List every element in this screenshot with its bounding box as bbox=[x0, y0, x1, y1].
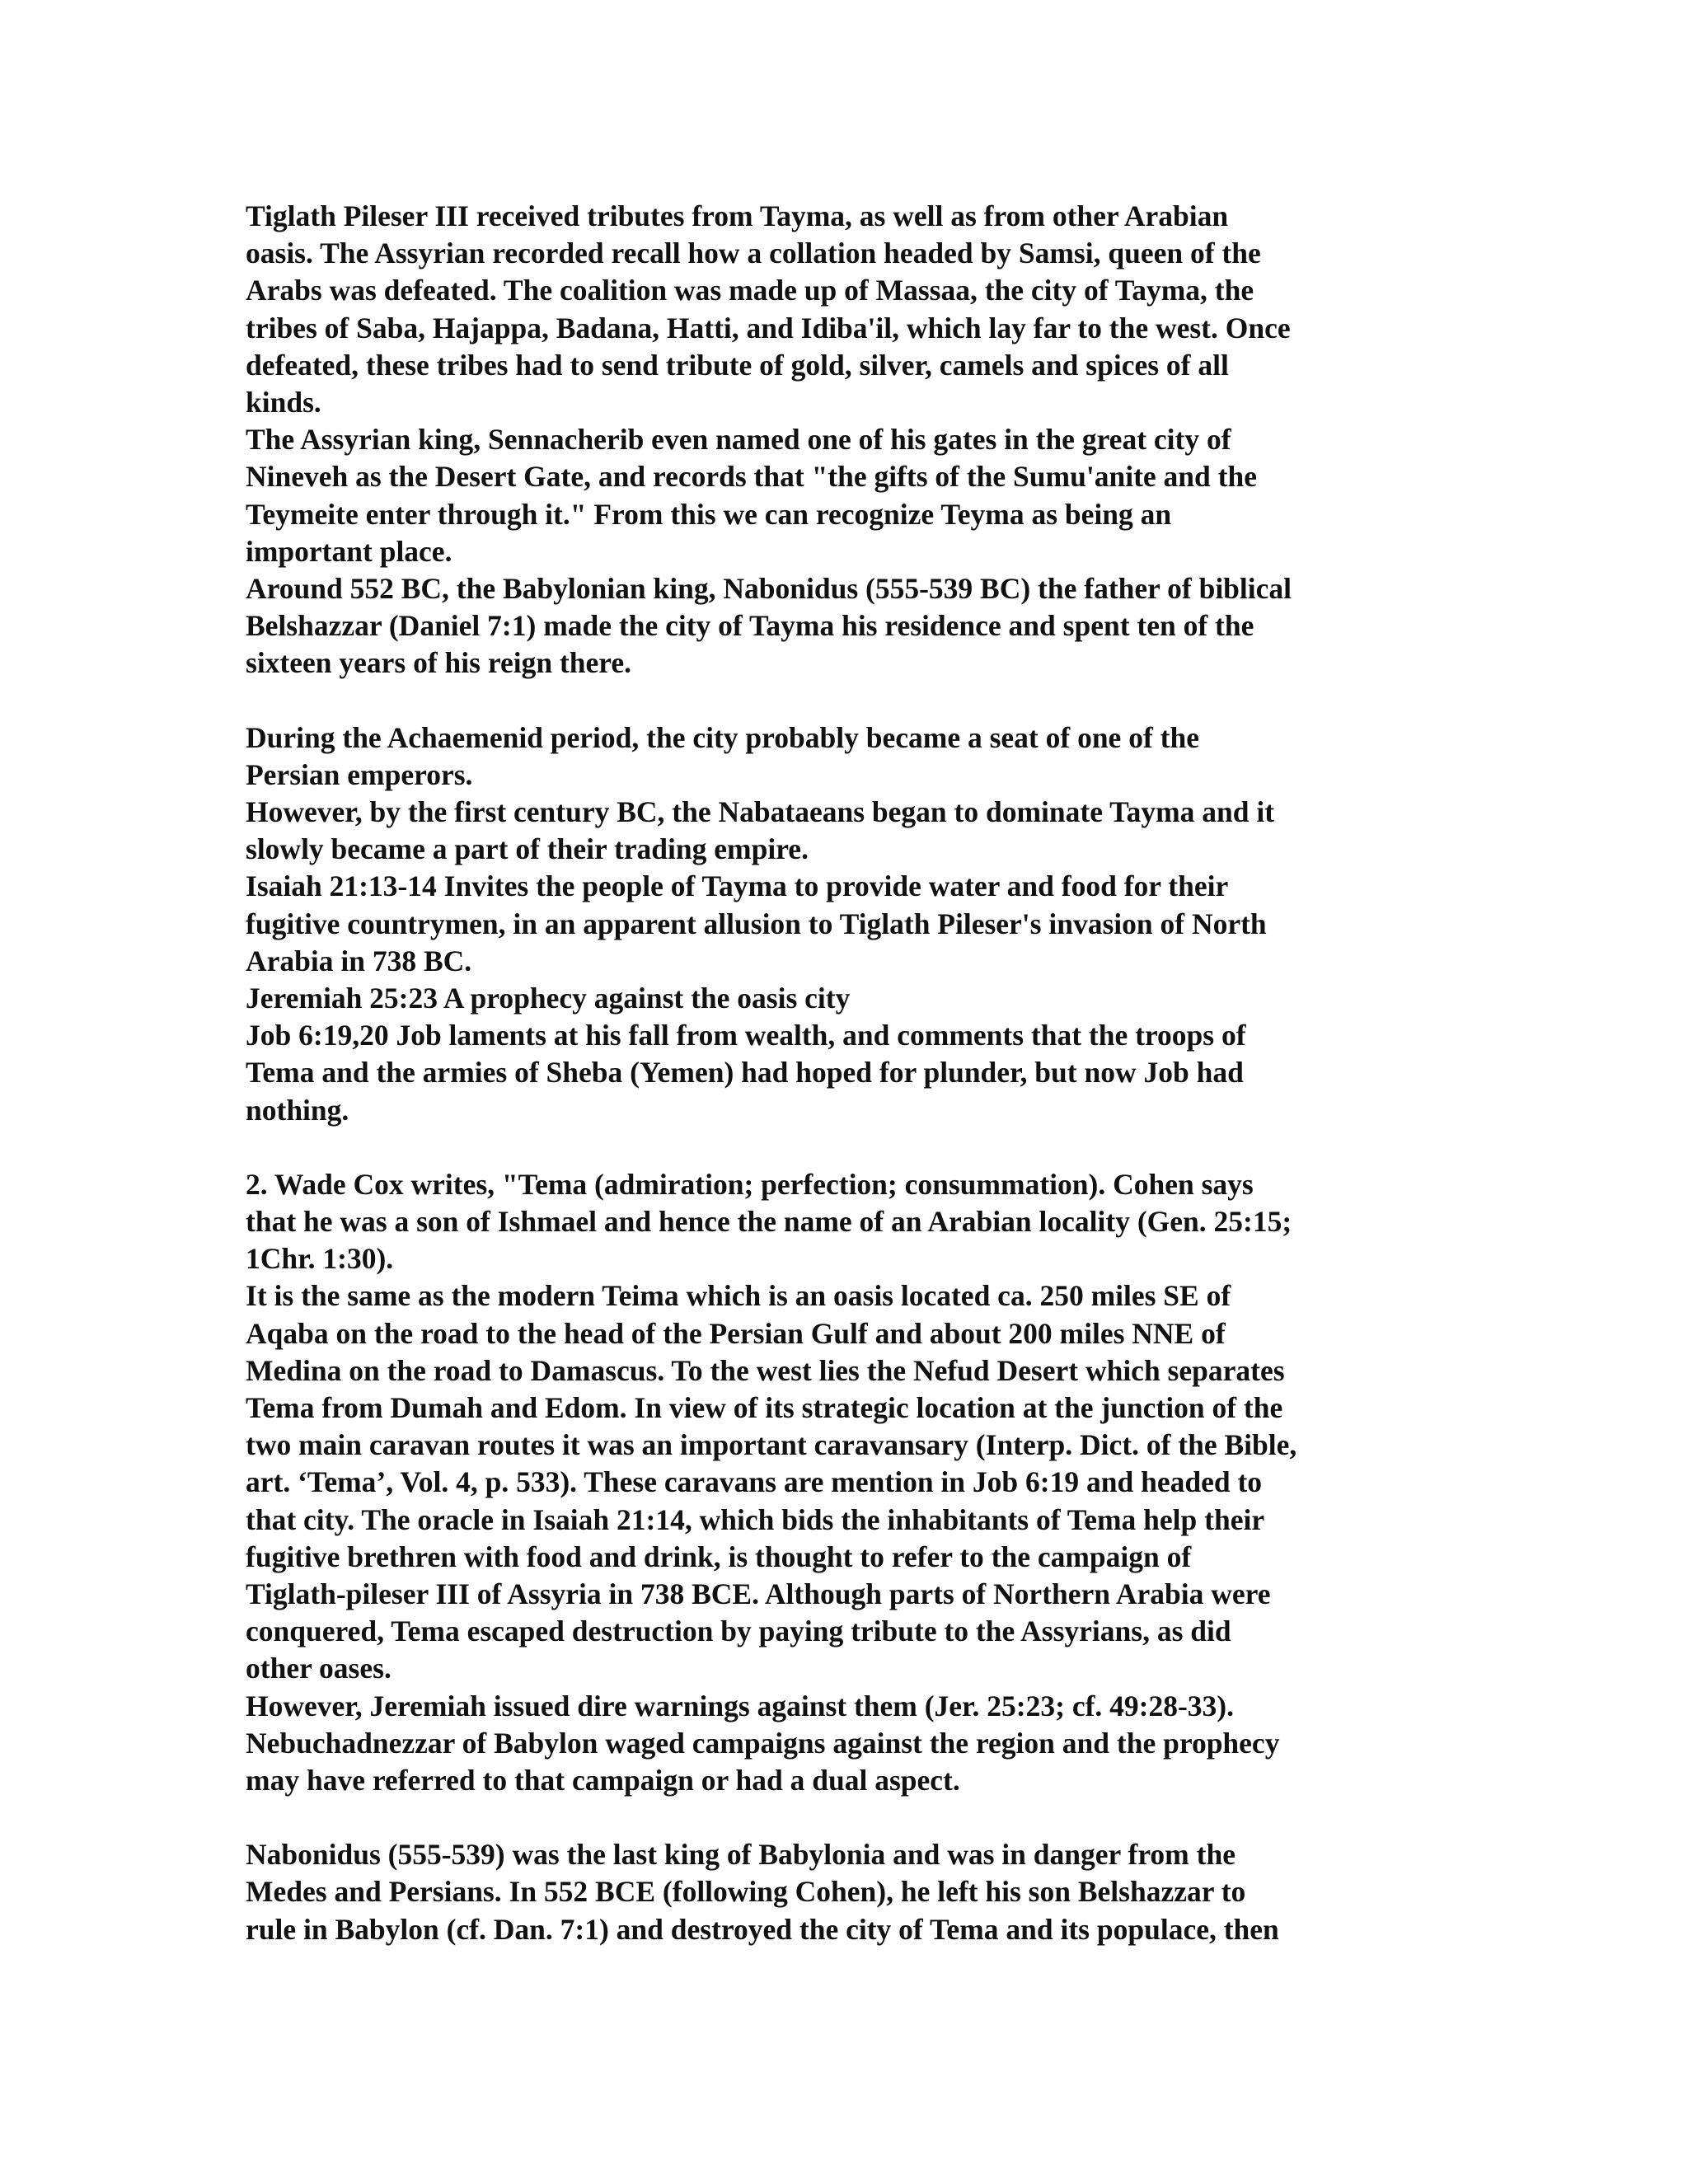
text-line: other oases. bbox=[246, 1652, 392, 1685]
text-line: Isaiah 21:13-14 Invites the people of Tayma to provide water and food for their bbox=[246, 869, 1229, 903]
paragraph bbox=[246, 1166, 1449, 1278]
document-body bbox=[246, 198, 1449, 1948]
paragraph bbox=[246, 1688, 1449, 1800]
paragraph bbox=[246, 794, 1449, 868]
paragraph-break bbox=[246, 1799, 1449, 1836]
paragraph bbox=[246, 1836, 1449, 1948]
text-line: Belshazzar (Daniel 7:1) made the city of Tayma his residence and spent ten of the bbox=[246, 609, 1254, 643]
paragraph bbox=[246, 1017, 1449, 1129]
paragraph-break bbox=[246, 682, 1449, 719]
text-line: Aqaba on the road to the head of the Persian Gulf and about 200 miles NNE of bbox=[246, 1316, 1226, 1350]
text-line: However, by the first century BC, the Nabataeans began to dominate Tayma and it bbox=[246, 795, 1275, 828]
text-line: Tiglath-pileser III of Assyria in 738 BCE. Although parts of Northern Arabia were bbox=[246, 1577, 1271, 1610]
text-line: Teymeite enter through it." From this we can recognize Teyma as being an bbox=[246, 497, 1172, 531]
text-line: Job 6:19,20 Job laments at his fall from wealth, and comments that the troops of bbox=[246, 1019, 1246, 1052]
text-line: The Assyrian king, Sennacherib even named one of his gates in the great city of bbox=[246, 423, 1231, 457]
text-line: Tema from Dumah and Edom. In view of its strategic location at the junction of the bbox=[246, 1391, 1283, 1424]
text-line: slowly became a part of their trading empire. bbox=[246, 832, 809, 866]
text-line: oasis. The Assyrian recorded recall how a collation headed by Samsi, queen of the bbox=[246, 237, 1261, 270]
text-line: fugitive brethren with food and drink, is thought to refer to the campaign of bbox=[246, 1540, 1192, 1573]
text-line: conquered, Tema escaped destruction by paying tribute to the Assyrians, as did bbox=[246, 1615, 1231, 1648]
paragraph bbox=[246, 719, 1449, 794]
text-line: sixteen years of his reign there. bbox=[246, 646, 632, 680]
text-line: Nebuchadnezzar of Babylon waged campaigns against the region and the prophecy bbox=[246, 1726, 1280, 1760]
text-line: Arabia in 738 BC. bbox=[246, 944, 472, 977]
text-line: rule in Babylon (cf. Dan. 7:1) and destroyed the city of Tema and its populace, then bbox=[246, 1912, 1279, 1946]
text-line: Nineveh as the Desert Gate, and records that "the gifts of the Sumu'anite and the bbox=[246, 460, 1257, 494]
text-line: Medes and Persians. In 552 BCE (following Cohen), he left his son Belshazzar to bbox=[246, 1875, 1246, 1909]
text-line: may have referred to that campaign or had a dual aspect. bbox=[246, 1763, 960, 1797]
text-line: important place. bbox=[246, 534, 452, 568]
text-line: fugitive countrymen, in an apparent allusion to Tiglath Pileser's invasion of North bbox=[246, 907, 1267, 940]
text-line: However, Jeremiah issued dire warnings against them (Jer. 25:23; cf. 49:28-33). bbox=[246, 1689, 1234, 1722]
text-line: that he was a son of Ishmael and hence the name of an Arabian locality (Gen. 25:15; bbox=[246, 1205, 1292, 1239]
text-line: Tema and the armies of Sheba (Yemen) had hoped for plunder, but now Job had bbox=[246, 1056, 1244, 1090]
text-line: Arabs was defeated. The coalition was made up of Massaa, the city of Tayma, the bbox=[246, 274, 1254, 307]
text-line: kinds. bbox=[246, 385, 321, 419]
paragraph bbox=[246, 980, 1449, 1017]
paragraph-break bbox=[246, 1129, 1449, 1166]
text-line: nothing. bbox=[246, 1093, 349, 1127]
text-line: Persian emperors. bbox=[246, 757, 473, 791]
text-line: During the Achaemenid period, the city probably became a seat of one of the bbox=[246, 720, 1199, 754]
text-line: Medina on the road to Damascus. To the west lies the Nefud Desert which separates bbox=[246, 1353, 1285, 1387]
text-line: Jeremiah 25:23 A prophecy against the oasis city bbox=[246, 981, 851, 1015]
paragraph bbox=[246, 570, 1449, 682]
paragraph bbox=[246, 1277, 1449, 1687]
text-line: It is the same as the modern Teima which is an oasis located ca. 250 miles SE of bbox=[246, 1279, 1231, 1313]
text-line: Around 552 BC, the Babylonian king, Nabonidus (555-539 BC) the father of biblical bbox=[246, 571, 1292, 605]
text-line: Nabonidus (555-539) was the last king of Babylonia and was in danger from the bbox=[246, 1838, 1236, 1872]
text-line: art. ‘Tema’, Vol. 4, p. 533). These caravans are mention in Job 6:19 and headed to bbox=[246, 1465, 1263, 1499]
text-line: 1Chr. 1:30). bbox=[246, 1242, 394, 1276]
text-line: defeated, these tribes had to send tribute of gold, silver, camels and spices of all bbox=[246, 348, 1229, 382]
text-line: two main caravan routes it was an important caravansary (Interp. Dict. of the Bible, bbox=[246, 1428, 1297, 1462]
text-line: 2. Wade Cox writes, "Tema (admiration; perfection; consummation). Cohen says bbox=[246, 1167, 1254, 1201]
paragraph bbox=[246, 421, 1449, 570]
paragraph bbox=[246, 198, 1449, 421]
text-line: tribes of Saba, Hajappa, Badana, Hatti, and Idiba'il, which lay far to the west. Once bbox=[246, 311, 1291, 344]
paragraph bbox=[246, 868, 1449, 980]
text-line: that city. The oracle in Isaiah 21:14, which bids the inhabitants of Tema help their bbox=[246, 1502, 1265, 1536]
text-line: Tiglath Pileser III received tributes from Tayma, as well as from other Arabian bbox=[246, 199, 1229, 232]
